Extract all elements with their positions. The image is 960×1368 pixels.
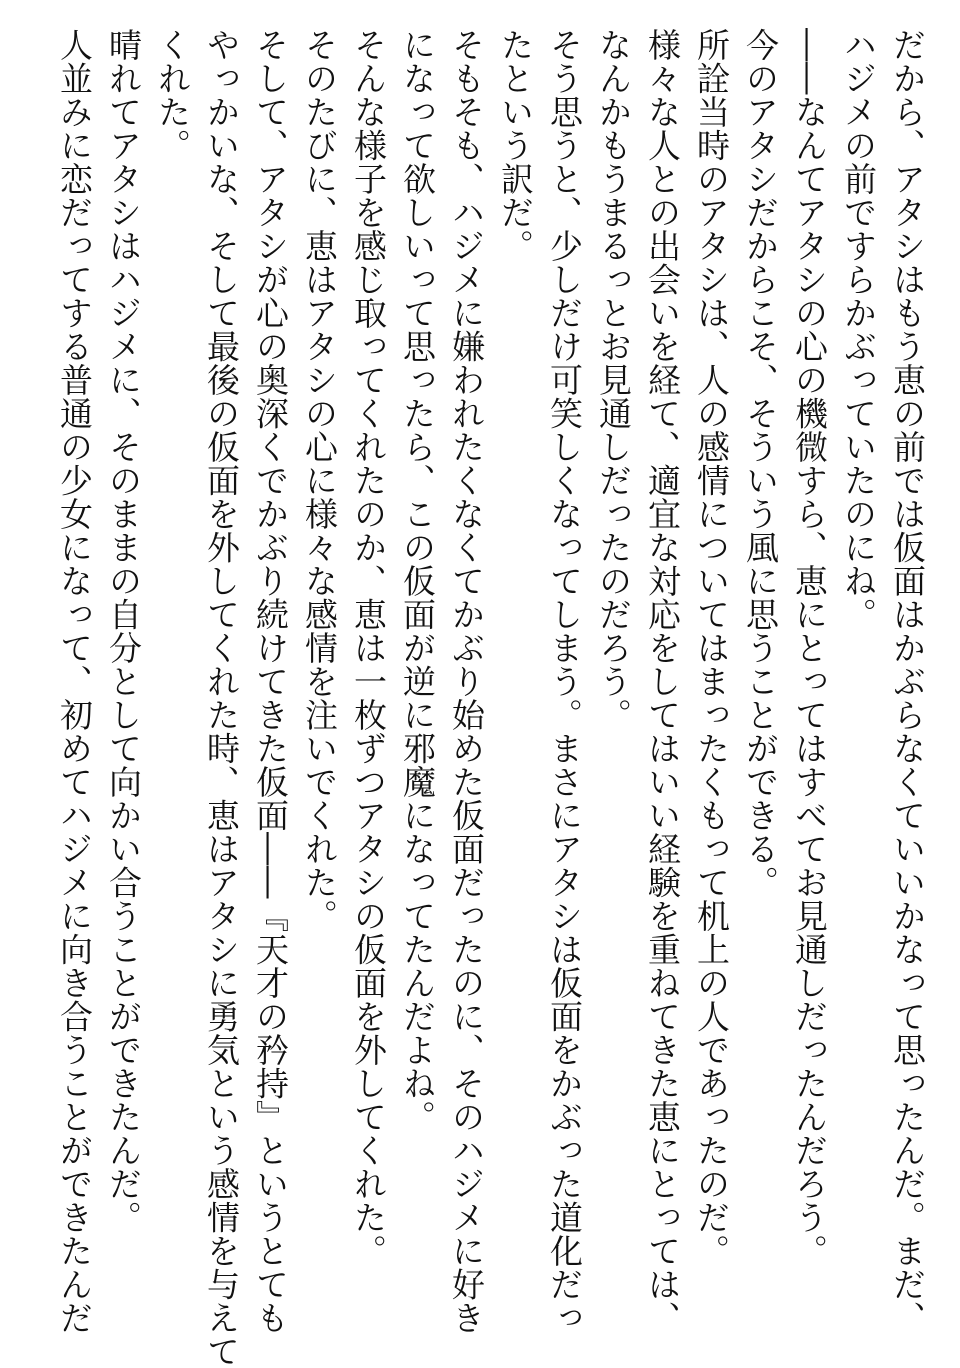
text-line-11: になって欲しいって思ったら、この仮面が逆に邪魔になってたんだよね。 — [398, 28, 437, 1134]
text-line-9: たという訳だ。 — [496, 28, 535, 263]
text-line-1: だから、アタシはもう恵の前では仮面はかぶらなくていいかなって思ったんだ。まだ、 — [888, 28, 927, 1335]
text-line-5: 所詮当時のアタシは、人の感情についてはまったくもって机上の人であったのだ。 — [692, 28, 731, 1268]
text-line-3: ――なんてアタシの心の機微すら、恵にとってはすべてお見通しだったんだろう。 — [790, 28, 829, 1268]
text-line-6: 様々な人との出会いを経て、適宜な対応をしてはいい経験を重ねてきた恵にとっては、 — [643, 28, 682, 1335]
text-line-10: そもそも、ハジメに嫌われたくなくてかぶり始めた仮面だったのに、そのハジメに好き — [447, 28, 486, 1335]
text-line-7: なんかもうまるっとお見通しだったのだろう。 — [594, 28, 633, 732]
text-line-12: そんな様子を感じ取ってくれたのか、恵は一枚ずつアタシの仮面を外してくれた。 — [349, 28, 388, 1268]
text-line-8: そう思うと、少しだけ可笑しくなってしまう。まさにアタシは仮面をかぶった道化だっ — [545, 28, 584, 1335]
text-line-2: ハジメの前ですらかぶっていたのにね。 — [839, 28, 878, 631]
text-line-4: 今のアタシだからこそ、そういう風に思うことができる。 — [741, 28, 780, 899]
text-line-14: そして、アタシが心の奥深くでかぶり続けてきた仮面――『天才の矜持』というとても — [251, 28, 290, 1335]
text-line-13: そのたびに、恵はアタシの心に様々な感情を注いでくれた。 — [300, 28, 339, 933]
text-line-16: くれた。 — [153, 28, 192, 162]
text-line-17: 晴れてアタシはハジメに、そのままの自分として向かい合うことができたんだ。 — [104, 28, 143, 1234]
text-line-18: 人並みに恋だってする普通の少女になって、初めてハジメに向き合うことができたんだ — [55, 28, 94, 1335]
vertical-text-body — [50, 28, 932, 1368]
text-line-15: やっかいな、そして最後の仮面を外してくれた時、恵はアタシに勇気という感情を与えて — [202, 28, 241, 1368]
